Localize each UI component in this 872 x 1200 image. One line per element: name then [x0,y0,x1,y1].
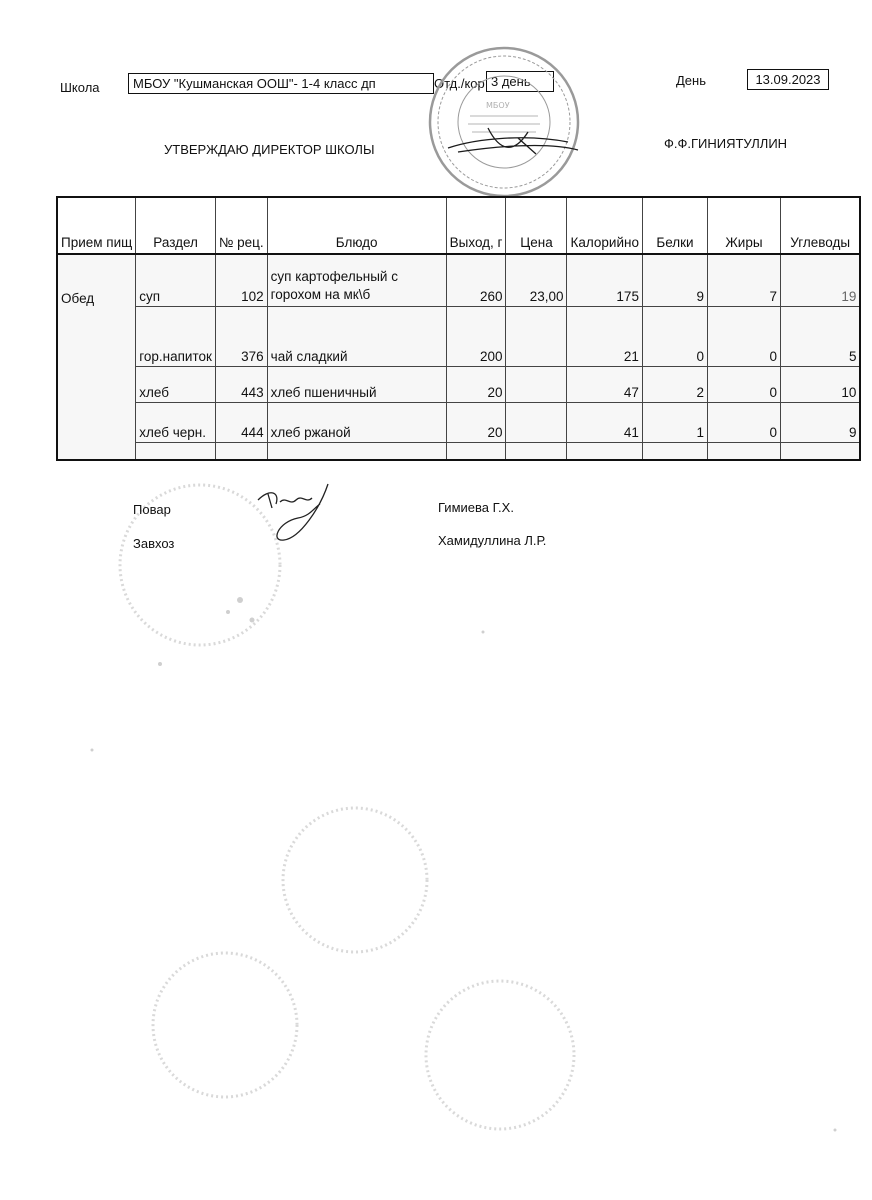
director-name: Ф.Ф.ГИНИЯТУЛЛИН [664,136,788,151]
cook-signature [250,478,350,548]
school-seal-stamp [418,42,590,202]
dish-cell: хлеб пшеничный [267,366,446,402]
dish-cell: чай сладкий [267,306,446,366]
header-protein: Белки [642,197,707,254]
day-label: День [676,73,706,88]
fat-cell: 0 [707,306,780,366]
school-name-field: МБОУ "Кушманская ООШ"- 1-4 класс дп [128,73,434,94]
header-calories: Калорийно [567,197,642,254]
table-header-row [57,197,860,254]
header-dish: Блюдо [267,197,446,254]
meal-cell: Обед [57,254,136,460]
header-recipe: № рец. [215,197,267,254]
carbs-cell: 9 [780,402,860,442]
yield-cell: 260 [446,254,506,306]
fat-cell: 7 [707,254,780,306]
manager-name: Хамидуллина Л.Р. [438,533,547,548]
fat-cell: 0 [707,402,780,442]
dept-value-field: 3 день [486,71,554,92]
table-row [57,306,860,366]
calories-cell: 41 [567,402,642,442]
section-cell: гор.напиток [136,306,216,366]
dish-cell: суп картофельный с горохом на мк\б [267,254,446,306]
manager-label: Завхоз [133,536,175,551]
header-carbs: Углеводы [780,197,860,254]
protein-cell: 0 [642,306,707,366]
carbs-cell: 10 [780,366,860,402]
menu-table [56,196,861,461]
header-meal: Прием пищ [57,197,136,254]
protein-cell: 1 [642,402,707,442]
recipe-cell: 443 [215,366,267,402]
header-fat: Жиры [707,197,780,254]
price-cell [506,366,567,402]
cook-label: Повар [133,502,171,517]
section-cell: хлеб [136,366,216,402]
protein-cell: 9 [642,254,707,306]
dept-label: Отд./кор [434,76,485,91]
recipe-cell: 444 [215,402,267,442]
calories-cell: 21 [567,306,642,366]
date-field: 13.09.2023 [747,69,829,90]
table-row [57,254,860,306]
price-cell [506,306,567,366]
header-yield: Выход, г [446,197,506,254]
table-row [57,366,860,402]
svg-text:МБОУ: МБОУ [486,101,510,110]
recipe-cell: 102 [215,254,267,306]
yield-cell: 200 [446,306,506,366]
header-section: Раздел [136,197,216,254]
table-row [57,402,860,442]
table-empty-row [57,442,860,460]
fat-cell: 0 [707,366,780,402]
approval-text: УТВЕРЖДАЮ ДИРЕКТОР ШКОЛЫ [164,142,375,157]
protein-cell: 2 [642,366,707,402]
school-label: Школа [60,80,100,95]
section-cell: суп [136,254,216,306]
calories-cell: 175 [567,254,642,306]
yield-cell: 20 [446,366,506,402]
price-cell [506,402,567,442]
dish-cell: хлеб ржаной [267,402,446,442]
carbs-cell: 19 [780,254,860,306]
section-cell: хлеб черн. [136,402,216,442]
header-price: Цена [506,197,567,254]
calories-cell: 47 [567,366,642,402]
recipe-cell: 376 [215,306,267,366]
carbs-cell: 5 [780,306,860,366]
yield-cell: 20 [446,402,506,442]
price-cell: 23,00 [506,254,567,306]
cook-name: Гимиева Г.Х. [438,500,514,515]
